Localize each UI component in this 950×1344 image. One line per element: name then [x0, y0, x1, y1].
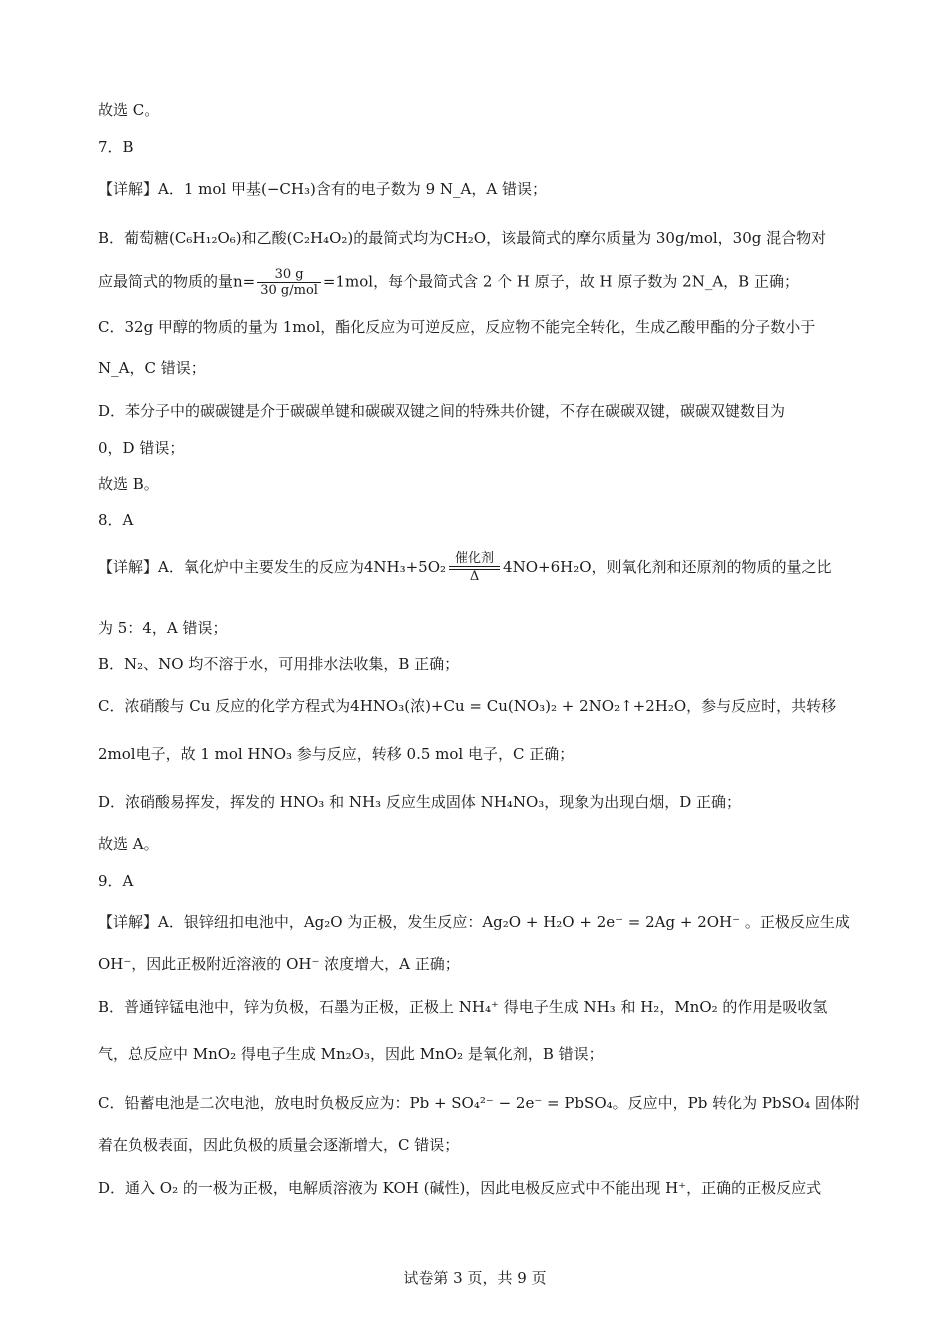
- catalyst-label: 催化剂: [455, 551, 495, 566]
- text-line: 气，总反应中 MnO₂ 得电子生成 Mn₂O₃，因此 MnO₂ 是氧化剂，B 错误；: [98, 1045, 604, 1063]
- fraction-denominator: 30 g/mol: [260, 283, 318, 298]
- text-line: B．N₂、NO 均不溶于水，可用排水法收集，B 正确；: [98, 655, 460, 673]
- text-segment: 4NO+6H₂O，则氧化剂和还原剂的物质的量之比: [503, 558, 832, 576]
- text-line: 故选 B。: [98, 475, 159, 493]
- text-line: B．葡萄糖(C₆H₁₂O₆)和乙酸(C₂H₄O₂)的最简式均为CH₂O，该最简式的摩尔质量为 30g/mol，30g 混合物对: [98, 229, 827, 247]
- reaction-condition: [449, 552, 500, 584]
- text-line: B．普通锌锰电池中，锌为负极，石墨为正极，正极上 NH₄⁺ 得电子生成 NH₃ 和 H₂，MnO₂ 的作用是吸收氢: [98, 998, 828, 1016]
- text-line: 故选 C。: [98, 101, 160, 119]
- fraction-numerator: 30 g: [257, 267, 321, 283]
- text-line: N_A，C 错误；: [98, 359, 206, 377]
- text-line: D．苯分子中的碳碳键是介于碳碳单键和碳碳双键之间的特殊共价键，不存在碳碳双键，碳碳双键数目为: [98, 402, 786, 420]
- fraction: [257, 267, 321, 298]
- text-segment: 【详解】A．氧化炉中主要发生的反应为4NH₃+5O₂: [98, 558, 447, 576]
- page-footer: 试卷第 3 页，共 9 页: [403, 1269, 547, 1287]
- question-number: 8．A: [98, 511, 134, 529]
- text-line: C．铅蓄电池是二次电池，放电时负极反应为：Pb + SO₄²⁻ − 2e⁻ = PbSO₄。反应中，Pb 转化为 PbSO₄ 固体附: [98, 1094, 860, 1112]
- text-line: 【详解】A．银锌纽扣电池中，Ag₂O 为正极，发生反应：Ag₂O + H₂O + 2e⁻ = 2Ag + 2OH⁻ 。正极反应生成: [98, 913, 850, 931]
- text-line: D．通入 O₂ 的一极为正极，电解质溶液为 KOH (碱性)，因此电极反应式中不能出现 H⁺，正确的正极反应式: [98, 1179, 822, 1197]
- text-line: 0，D 错误；: [98, 439, 185, 457]
- question-number: 9．A: [98, 872, 134, 890]
- text-line: C．浓硝酸与 Cu 反应的化学方程式为4HNO₃(浓)+Cu = Cu(NO₃)₂ + 2NO₂↑+2H₂O，参与反应时，共转移: [98, 697, 837, 715]
- text-line: [98, 552, 832, 584]
- question-number: 7．B: [98, 138, 134, 156]
- text-line: 故选 A。: [98, 835, 159, 853]
- text-line: 【详解】A．1 mol 甲基(−CH₃)含有的电子数为 9 N_A，A 错误；: [98, 180, 547, 198]
- text-segment: =1mol，每个最简式含 2 个 H 原子，故 H 原子数为 2N_A，B 正确；: [322, 272, 799, 291]
- text-line: D．浓硝酸易挥发，挥发的 HNO₃ 和 NH₃ 反应生成固体 NH₄NO₃，现象为出现白烟，D 正确；: [98, 793, 742, 811]
- text-segment: 应最简式的物质的量n=: [98, 272, 256, 291]
- text-line: C．32g 甲醇的物质的量为 1mol，酯化反应为可逆反应，反应物不能完全转化，生成乙酸甲酯的分子数小于: [98, 318, 816, 336]
- text-line: 2mol电子，故 1 mol HNO₃ 参与反应，转移 0.5 mol 电子，C 正确；: [98, 745, 575, 763]
- text-line: [98, 267, 799, 298]
- heat-symbol: Δ: [469, 569, 480, 584]
- text-line: OH⁻，因此正极附近溶液的 OH⁻ 浓度增大，A 正确；: [98, 955, 460, 973]
- text-line: 着在负极表面，因此负极的质量会逐渐增大，C 错误；: [98, 1136, 460, 1154]
- text-line: 为 5：4，A 错误；: [98, 619, 228, 637]
